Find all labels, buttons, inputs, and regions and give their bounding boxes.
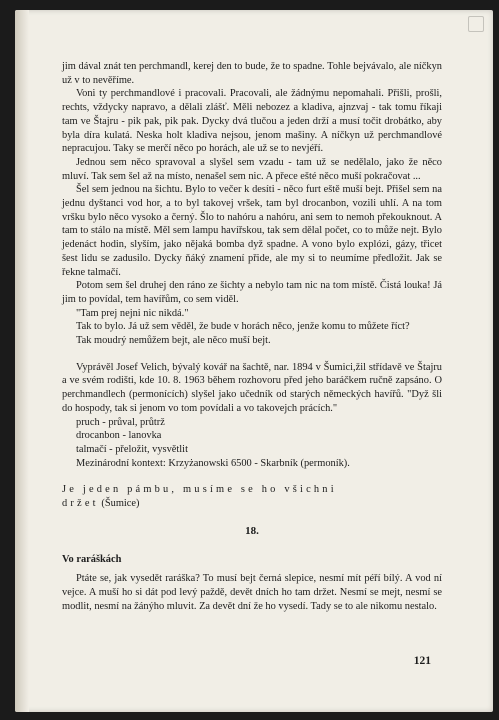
section-paragraph: Ptáte se, jak vysedět raráška? To musí bejt černá slepice, nesmí mít péří bílý. A vod ní vejce. A muší ho si dát pod levý paždě, devět dních ho tam držet. Nesmí se mejt, nesmí se modlit, nesmí na žánýho mluvit. Za devět dní že ho vysedí. Tady se to ale nikomu nestalo. <box>62 573 442 612</box>
paragraph: Tak moudrý nemůžem bejt, ale něco muší bejt. <box>76 335 271 347</box>
paragraph: Tak to bylo. Já už sem věděl, že bude v horách něco, jenže komu to můžete říct? <box>76 321 410 333</box>
paragraph: Šel sem jednou na šichtu. Bylo to večer k desíti - něco furt eště muší bejt. Přišel sem na jednu dyštanci vod hor, a to byl takovej vršek, tam byl drocanbon, vozili uhlí. A na tom vršku bylo něco vysoko a černý. Šlo to nahóru a nahóru, ani sem to nemoh překouknout. A tam to stálo na místě. Měl sem lampu havířskou, tak sem dělal počet, co to může nejt. Bylo jedenáct hodin, slyším, jako nějaká bomba dyž spadne. A vono bylo explózi, gázy, třicet šest lidu se zadusilo. Dycky ňáký znamení přide, ale my si to neumíme předložit. Jak se řekne talmačí. <box>62 184 442 278</box>
page-text-body <box>62 60 442 613</box>
glossary-entry: drocanbon - lanovka <box>76 430 162 442</box>
paragraph: Jednou sem něco spravoval a slyšel sem vzadu - tam už se nedělalo, jako že něco mluví. Tak sem šel až na místo, nenašel sem nic. A přece ešté něco muší pokračovat ... <box>62 156 442 182</box>
section-number: 18. <box>245 524 259 537</box>
paragraph: Potom sem šel druhej den ráno ze šichty a nebylo tam nic na tom místě. Čistá louka! Já jim to povídal, tem havířům, co sem viděl. <box>62 280 442 305</box>
spaced-saying-word: držet <box>62 498 99 510</box>
paragraph: jim dával znát ten perchmandl, kerej den to bude, že to spadne. Tohle bejvávalo, ale níčkyn už v to nevěříme. <box>62 61 442 86</box>
paragraph: Voni ty perchmandlové i pracovali. Pracovali, ale žádnýmu nepomahali. Přišli, prošli, rechts, vždycky napravo, a dělali zlášť. Měli nebozez a kladiva, ajnzvaj - tak tomu říkaji tam ve Štajru - pik pak, pik pak. Dycky dvá tlučou a jeden drží a musí točit drobátko, aby byla díra kulatá. Neska holt kladiva nejsou, jenom mašiny. A níčkyn už perchmandlové nepracujou. Taky se merčí něco po horách, ale už se to nevjéří. <box>62 88 442 155</box>
glossary-entry: pruch - průval, průtrž <box>76 416 165 428</box>
source-info-paragraph: Vyprávěl Josef Velich, bývalý kovář na šachtě, nar. 1894 v Šumici,žil střídavě ve Štajru a ve svém rodišti, kde 10. 8. 1963 během rozhovoru před jeho baráčkem ručně zapsáno. O perchmandlech (permonících) slyšel jako učedník od starých německých havířů. "Dyž šli do hospody, tak si jenom vo tom povídali a vo takovejch prácích." <box>62 361 442 414</box>
glossary-entry: talmačí - přeložit, vysvětlit <box>76 443 188 455</box>
spaced-saying-line-2 <box>62 497 442 511</box>
saying-place: (Šumice) <box>101 498 140 510</box>
glossary-entry: Mezinárodní kontext: Krzyżanowski 6500 - Skarbník (permoník). <box>76 457 350 469</box>
book-page <box>15 10 493 712</box>
section-title: Vo raráškách <box>62 553 122 565</box>
spaced-saying-line: Je jeden pámbu, musíme se ho všichni <box>62 484 337 496</box>
page-corner-mark <box>468 16 484 32</box>
page-number: 121 <box>413 655 431 667</box>
paragraph: "Tam prej nejni nic nikdá." <box>76 307 189 319</box>
